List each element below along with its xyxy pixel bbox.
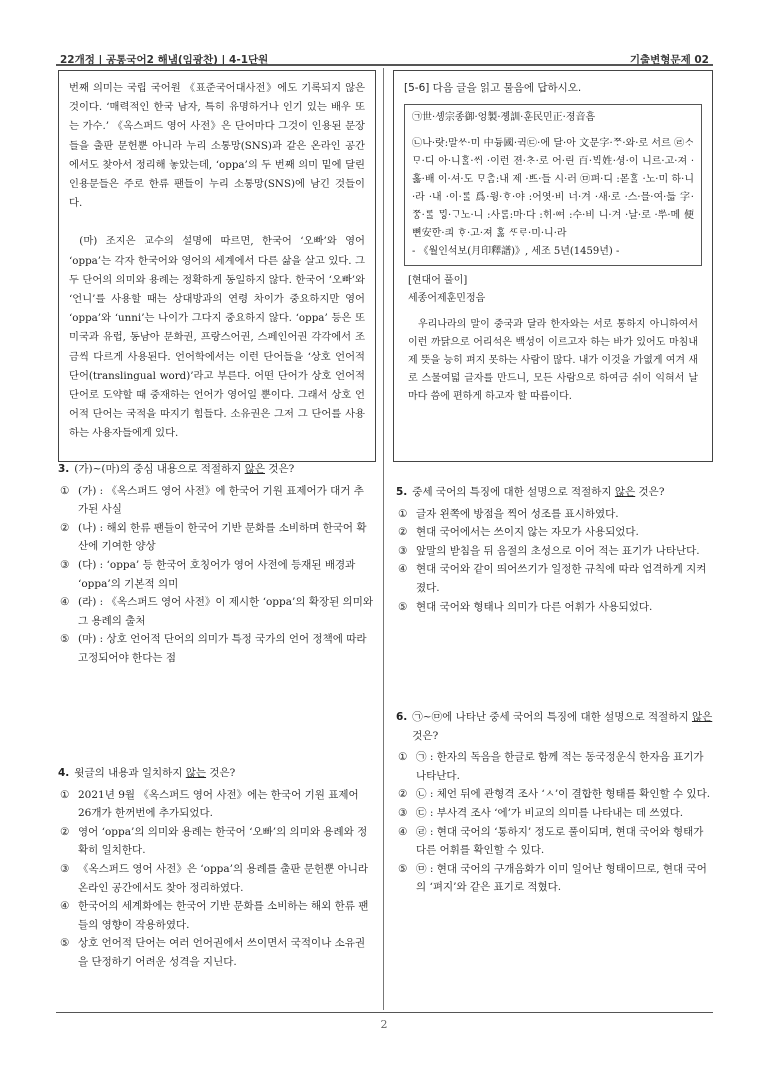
option-text: ㉡ : 체언 뒤에 관형격 조사 ‘ㅅ’이 결합한 형태를 확인할 수 있다.: [416, 788, 711, 801]
option-marker: ③: [398, 544, 408, 557]
stem-text: (가)~(마)의 중심 내용으로 적절하지: [74, 463, 245, 475]
stem-text: ㉠~㉤에 나타난 중세 국어의 특징에 대한 설명으로 적절하지: [412, 711, 692, 723]
answer-options: [58, 482, 374, 668]
stem-text: 중세 국어의 특징에 대한 설명으로 적절하지: [412, 486, 615, 498]
answer-option[interactable]: [396, 505, 714, 524]
answer-option[interactable]: [396, 748, 714, 785]
answer-option[interactable]: [396, 823, 714, 860]
answer-option[interactable]: [396, 598, 714, 617]
modern-text: 우리나라의 말이 중국과 달라 한자와는 서로 통하지 아니하여서 이런 까닭으로 어리석은 백성이 이르고자 하는 바가 있어도 마침내 제 뜻을 능히 펴지 못하는 사람이 많다. 내가 이것을 가엾게 여겨 새로 스물여덟 글자를 만드니, 모든 사람으로 하여금 쉬이 익혀서 날마다 씀에 편하게 하고자 할 따름이다.: [408, 319, 698, 403]
original-text: ㉡나·랏:말ᄊᆞ·미 中듕國·귁㉢·에 달·아 文문字·ᄍᆞ·와·로 서르 ㉣ᄉᆞᄆᆞ·디 아·니ᄒᆞᆯ·ᄊᆡ ·이런 젼·ᄎᆞ·로 어·린 百·ᄇᆡᆨ姓·셩·이 니르·고·져 ·홇·배 이·셔·도 ᄆᆞᄎᆞᆷ:내 제 ·ᄠᅳ·들 시·러 ㉤펴·디 :몯ᄒᆞᆯ ·노·미 하·니·라 ·내 ·이·ᄅᆞᆯ 爲·윙·ᄒᆞ·야 :어엿·비 너·겨 ·새·로 ·스·믈·여·듧 字·ᄍᆞᆼ·ᄅᆞᆯ ᄆᆡᇰ·ᄀᆞ노·니 :사ᄅᆞᆷ:마·다 :ᄒᆡ·ᅇᅧ :수·비 니·겨 ·날·로 ·ᄡᅮ·메 便뼌安ᅙᅡᆫ·킈 ᄒᆞ·고·져 ᄒᆞᇙ ᄯᆞᄅᆞ·미·니·라: [412, 138, 694, 240]
option-marker: ⑤: [60, 633, 70, 646]
answer-options: [396, 748, 714, 897]
option-marker: ①: [398, 507, 408, 520]
original-text-box: [404, 104, 702, 266]
option-marker: ⑤: [398, 862, 408, 875]
answer-option[interactable]: [58, 593, 374, 630]
passage-set-title: [5-6] 다음 글을 읽고 물음에 답하시오.: [404, 82, 582, 94]
option-marker: ④: [398, 825, 408, 838]
stem-emphasis: 않은: [691, 711, 713, 723]
option-marker: ④: [60, 596, 70, 609]
answer-option[interactable]: [58, 897, 374, 934]
answer-option[interactable]: [58, 630, 374, 667]
answer-option[interactable]: [58, 823, 374, 860]
stem-text: 것은?: [265, 463, 295, 475]
question-number: 5.: [396, 486, 408, 498]
option-marker: ②: [398, 526, 408, 539]
footer-rule: [56, 1012, 713, 1013]
option-text: ㉤ : 현대 국어의 구개음화가 이미 일어난 형태이므로, 현대 국어의 ‘펴지’와 같은 표기로 적혔다.: [416, 862, 707, 894]
question-stem: [58, 460, 374, 479]
page-number: 2: [380, 1018, 388, 1031]
option-text: ㉠ : 한자의 독음을 한글로 함께 적는 동국정운식 한자음 표기가 나타난다.: [416, 751, 704, 782]
passage-box-left: [58, 70, 376, 462]
answer-option[interactable]: [396, 560, 714, 597]
header-rule: [56, 64, 713, 66]
option-marker: ③: [60, 558, 70, 571]
option-marker: ⑤: [398, 600, 408, 613]
answer-option[interactable]: [396, 523, 714, 542]
question-number: 3.: [58, 463, 70, 475]
modern-label: [현대어 풀이]: [408, 275, 468, 287]
header-title: 기출변형문제 02: [629, 54, 709, 66]
column-divider: [383, 68, 384, 1010]
option-marker: ②: [60, 825, 70, 838]
modern-title: 세종어제훈민정음: [408, 293, 486, 305]
question-stem: [396, 483, 714, 502]
option-text: ㉣ : 현대 국어의 ‘통하지’ 정도로 풀이되며, 현대 국어와 형태가 다른 어휘를 확인할 수 있다.: [416, 825, 704, 857]
question-4: [58, 764, 374, 972]
option-marker: ④: [398, 563, 408, 576]
answer-option[interactable]: [396, 804, 714, 823]
original-title: ㉠世·솅宗종御·엉製·졩訓·훈民민正·졍音흠: [412, 112, 596, 124]
option-text: 현대 국어와 같이 띄어쓰기가 일정한 규칙에 따라 엄격하게 지켜졌다.: [416, 563, 707, 594]
passage-box-right: [393, 70, 713, 462]
answer-option[interactable]: [396, 785, 714, 804]
answer-option[interactable]: [58, 556, 374, 593]
question-number: 6.: [396, 711, 408, 723]
modern-translation: [404, 272, 702, 406]
stem-text: 것은?: [206, 767, 236, 779]
question-number: 4.: [58, 767, 70, 779]
answer-options: [58, 786, 374, 972]
passage-paragraph-1: 번째 의미는 국립 국어원 《표준국어대사전》에도 기록되지 않은 것이다. ‘매력적인 한국 남자, 특히 유명하거나 인기 있는 배우 또는 가수.’ 《옥스퍼드 영어 사전》은 단어마다 그것이 인용된 문장들을 출판 문헌뿐 아니라 누리 소통망(SNS)과 같은 온라인 공간에서도 찾아서 정리해 놓았는데, ‘oppa’의 두 번째 의미 밑에 달린 인용문들은 주로 한류 팬들이 누리 소통망(SNS)에 남긴 것들이다.: [69, 82, 365, 210]
option-text: 글자 왼쪽에 방점을 찍어 성조를 표시하였다.: [416, 507, 619, 520]
answer-option[interactable]: [58, 934, 374, 971]
option-text: 영어 ‘oppa’의 의미와 용례는 한국어 ‘오빠’의 의미와 용례와 정확히 일치한다.: [78, 825, 368, 857]
stem-text: 것은?: [635, 486, 665, 498]
option-text: (라) : 《옥스퍼드 영어 사전》이 제시한 ‘oppa’의 확장된 의미와 그 용례의 출처: [78, 596, 373, 627]
option-text: 현대 국어에서는 쓰이지 않는 자모가 사용되었다.: [416, 526, 639, 539]
header-course: 22개정 | 공통국어2 해냄(임광찬) | 4-1단원: [60, 54, 269, 66]
option-text: 《옥스퍼드 영어 사전》은 ‘oppa’의 용례를 출판 문헌뿐 아니라 온라인 공간에서도 찾아 정리하였다.: [78, 862, 369, 894]
stem-text: 것은?: [412, 729, 439, 742]
question-stem: [396, 708, 714, 745]
stem-text: 윗글의 내용과 일치하지: [74, 767, 186, 779]
answer-options: [396, 505, 714, 617]
option-marker: ①: [60, 788, 70, 801]
stem-emphasis: 않은: [614, 486, 636, 498]
answer-option[interactable]: [58, 786, 374, 823]
option-marker: ③: [60, 862, 70, 875]
question-6: [396, 708, 714, 897]
passage-paragraph-2: (마) 조지은 교수의 설명에 따르면, 한국어 ‘오빠’와 영어 ‘oppa’는 각자 한국어와 영어의 세계에서 다른 삶을 살고 있다. 그 두 단어의 의미와 용례는 정확하게 동일하지 않다. 한국어 ‘오빠’와 ‘언니’를 사용할 때는 상대방과의 연령 차이가 중요하지만 영어 ‘oppa’와 ‘unni’는 나이가 그다지 중요하지 않다. ‘oppa’ 등은 또 미국과 유럽, 동남아 문화권, 프랑스어권, 스페인어권 각각에서 조금씩 다르게 사용된다. 언어학에서는 이런 단어들을 ‘상호 언어적 단어(translingual word)’라고 부른다. 어떤 단어가 상호 언어적 단어로 도약할 때 중재하는 언어가 영어일 뿐이다. 그래서 상호 언어적 단어는 국적을 따지기 힘들다. 소유권은 그저 그 단어를 사용하는 사용자들에게 있다.: [69, 235, 365, 440]
option-marker: ③: [398, 806, 408, 819]
answer-option[interactable]: [396, 860, 714, 897]
question-5: [396, 483, 714, 616]
option-marker: ②: [60, 521, 70, 534]
option-text: (다) : ‘oppa’ 등 한국어 호칭어가 영어 사전에 등재된 배경과 ‘oppa’의 기본적 의미: [78, 558, 356, 590]
page-header: [56, 36, 713, 66]
option-text: 2021년 9월 《옥스퍼드 영어 사전》에는 한국어 기원 표제어 26개가 한꺼번에 추가되었다.: [78, 788, 359, 820]
answer-option[interactable]: [396, 542, 714, 561]
stem-emphasis: 않는: [185, 767, 207, 779]
option-text: (가) : 《옥스퍼드 영어 사전》에 한국어 기원 표제어가 대거 추가된 사실: [78, 484, 364, 516]
option-text: 현대 국어와 형태나 의미가 다른 어휘가 사용되었다.: [416, 600, 653, 613]
answer-option[interactable]: [58, 860, 374, 897]
option-marker: ⑤: [60, 937, 70, 950]
option-marker: ①: [60, 484, 70, 497]
option-marker: ④: [60, 900, 70, 913]
option-text: 상호 언어적 단어는 여러 언어권에서 쓰이면서 국적이나 소유권을 단정하기 어려운 성격을 지닌다.: [78, 937, 366, 968]
stem-emphasis: 않은: [244, 463, 265, 475]
option-text: (마) : 상호 언어적 단어의 의미가 특정 국가의 언어 정책에 따라 고정되어야 한다는 점: [78, 633, 367, 664]
question-3: [58, 460, 374, 668]
option-marker: ②: [398, 788, 408, 801]
question-stem: [58, 764, 374, 783]
option-text: 앞말의 받침을 뒤 음절의 초성으로 이어 적는 표기가 나타난다.: [416, 544, 700, 557]
option-text: 한국어의 세계화에는 한국어 기반 문화를 소비하는 해외 한류 팬들의 영향이 작용하였다.: [78, 900, 369, 931]
option-text: ㉢ : 부사격 조사 ‘에’가 비교의 의미를 나타내는 데 쓰였다.: [416, 806, 684, 819]
option-marker: ①: [398, 751, 408, 764]
source-citation: - 《월인석보(月印釋譜)》, 세조 5년(1459년) -: [412, 246, 620, 258]
answer-option[interactable]: [58, 519, 374, 556]
option-text: (나) : 해외 한류 팬들이 한국어 기반 문화를 소비하며 한국어 확산에 기여한 양상: [78, 521, 367, 553]
answer-option[interactable]: [58, 482, 374, 519]
